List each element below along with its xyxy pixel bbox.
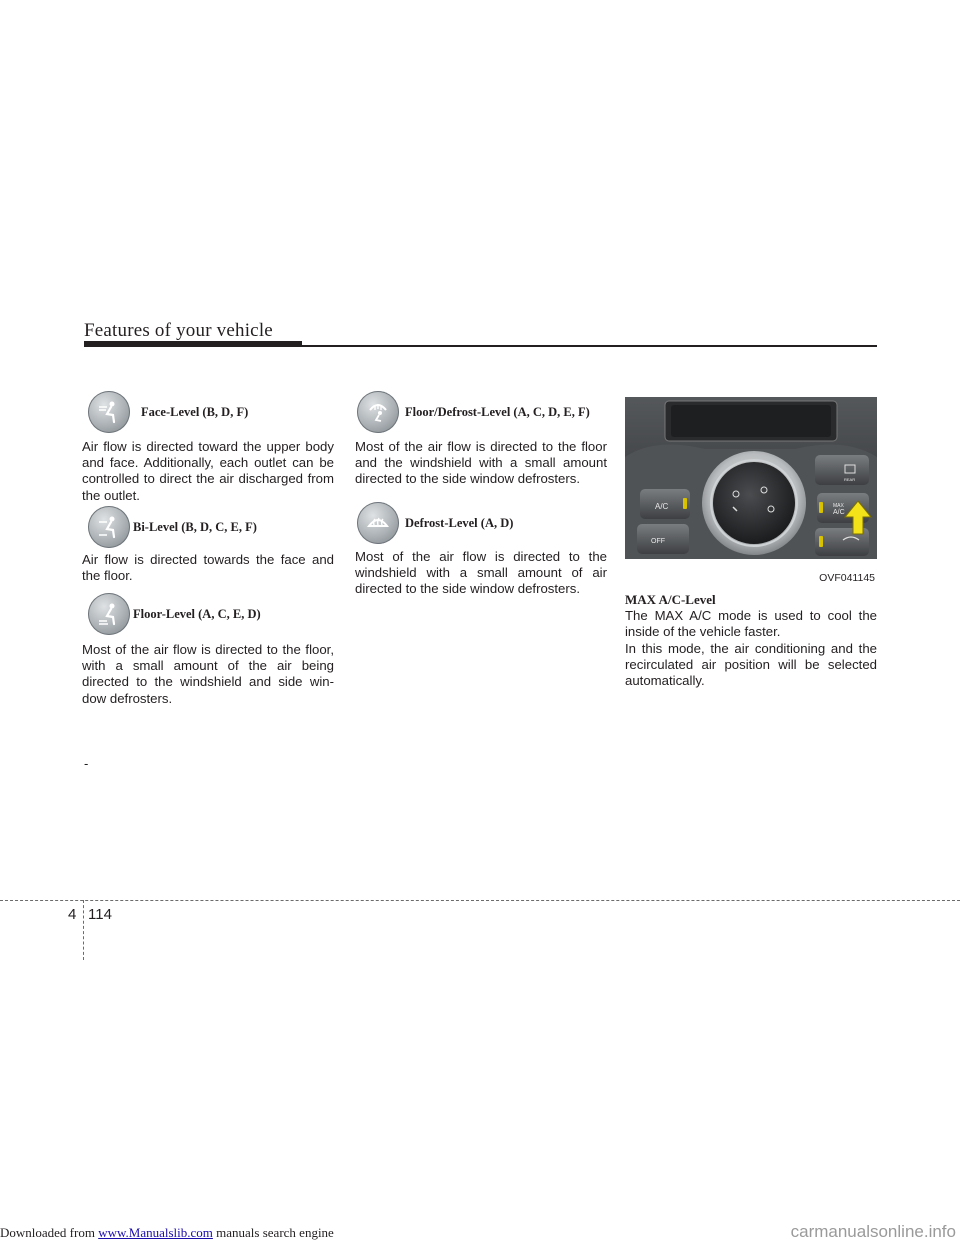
max-ac-text-2: In this mode, the air conditioning and the recirculated air position will be selected automatically. <box>625 641 877 689</box>
off-button-label: OFF <box>651 538 665 545</box>
max-ac-text-1: The MAX A/C mode is used to cool the inside of the vehicle faster. <box>625 608 877 640</box>
download-footer <box>0 1225 334 1241</box>
bi-level-label: Bi-Level (B, D, C, E, F) <box>133 519 257 534</box>
defrost-label: Defrost-Level (A, D) <box>405 515 514 530</box>
chapter-number: 4 <box>68 906 77 923</box>
page-number: 114 <box>88 906 112 923</box>
manualslib-link[interactable]: www.Manualslib.com <box>98 1225 213 1240</box>
face-level-text: Air flow is directed toward the upper body and face. Additionally, each outlet can be controlled to direct the air discharged from the outlet. <box>82 439 334 503</box>
floor-level-text: Most of the air flow is directed to the floor, with a small amount of the air being directed to the windshield and side win-dow defrosters. <box>82 642 334 706</box>
floor-defrost-text: Most of the air flow is directed to the floor and the windshield with a small amount directed to the side window defrosters. <box>355 439 607 487</box>
floor-level-heading <box>88 593 261 635</box>
section-title: Features of your vehicle <box>84 320 273 341</box>
floor-level-icon <box>88 593 130 635</box>
footer-suffix: manuals search engine <box>212 1225 334 1240</box>
face-level-icon <box>88 391 130 433</box>
page-guide-vertical <box>83 900 84 960</box>
page-guide-horizontal <box>0 900 960 901</box>
figure-code: OVF041145 <box>819 572 875 584</box>
stray-mark: - <box>84 756 89 771</box>
climate-panel-photo <box>625 397 877 559</box>
watermark: carmanualsonline.info <box>790 1222 956 1241</box>
bi-level-heading <box>88 506 257 548</box>
face-level-label: Face-Level (B, D, F) <box>141 404 249 419</box>
rear-label: REAR <box>844 477 856 482</box>
header-rule-thin <box>300 345 877 347</box>
header-rule-thick <box>84 341 302 347</box>
floor-level-label: Floor-Level (A, C, E, D) <box>133 606 261 621</box>
defrost-level-icon <box>357 502 399 544</box>
max-ac-label: A/C <box>833 509 845 516</box>
max-label: MAX <box>833 503 844 509</box>
figure-caption <box>625 571 877 587</box>
bi-level-text: Air flow is directed towards the face and the floor. <box>82 552 334 584</box>
defrost-text: Most of the air flow is directed to the windshield with a small amount of air directed to the side window defrosters. <box>355 549 607 597</box>
ac-button-label: A/C <box>655 502 669 511</box>
floor-defrost-level-icon <box>357 391 399 433</box>
defrost-heading <box>357 502 513 544</box>
footer-prefix: Downloaded from <box>0 1225 99 1240</box>
floor-defrost-label: Floor/Defrost-Level (A, C, D, E, F) <box>405 404 590 419</box>
floor-defrost-heading <box>357 391 590 433</box>
face-level-heading <box>88 391 248 433</box>
bi-level-icon <box>88 506 130 548</box>
max-ac-heading: MAX A/C-Level <box>625 592 716 607</box>
